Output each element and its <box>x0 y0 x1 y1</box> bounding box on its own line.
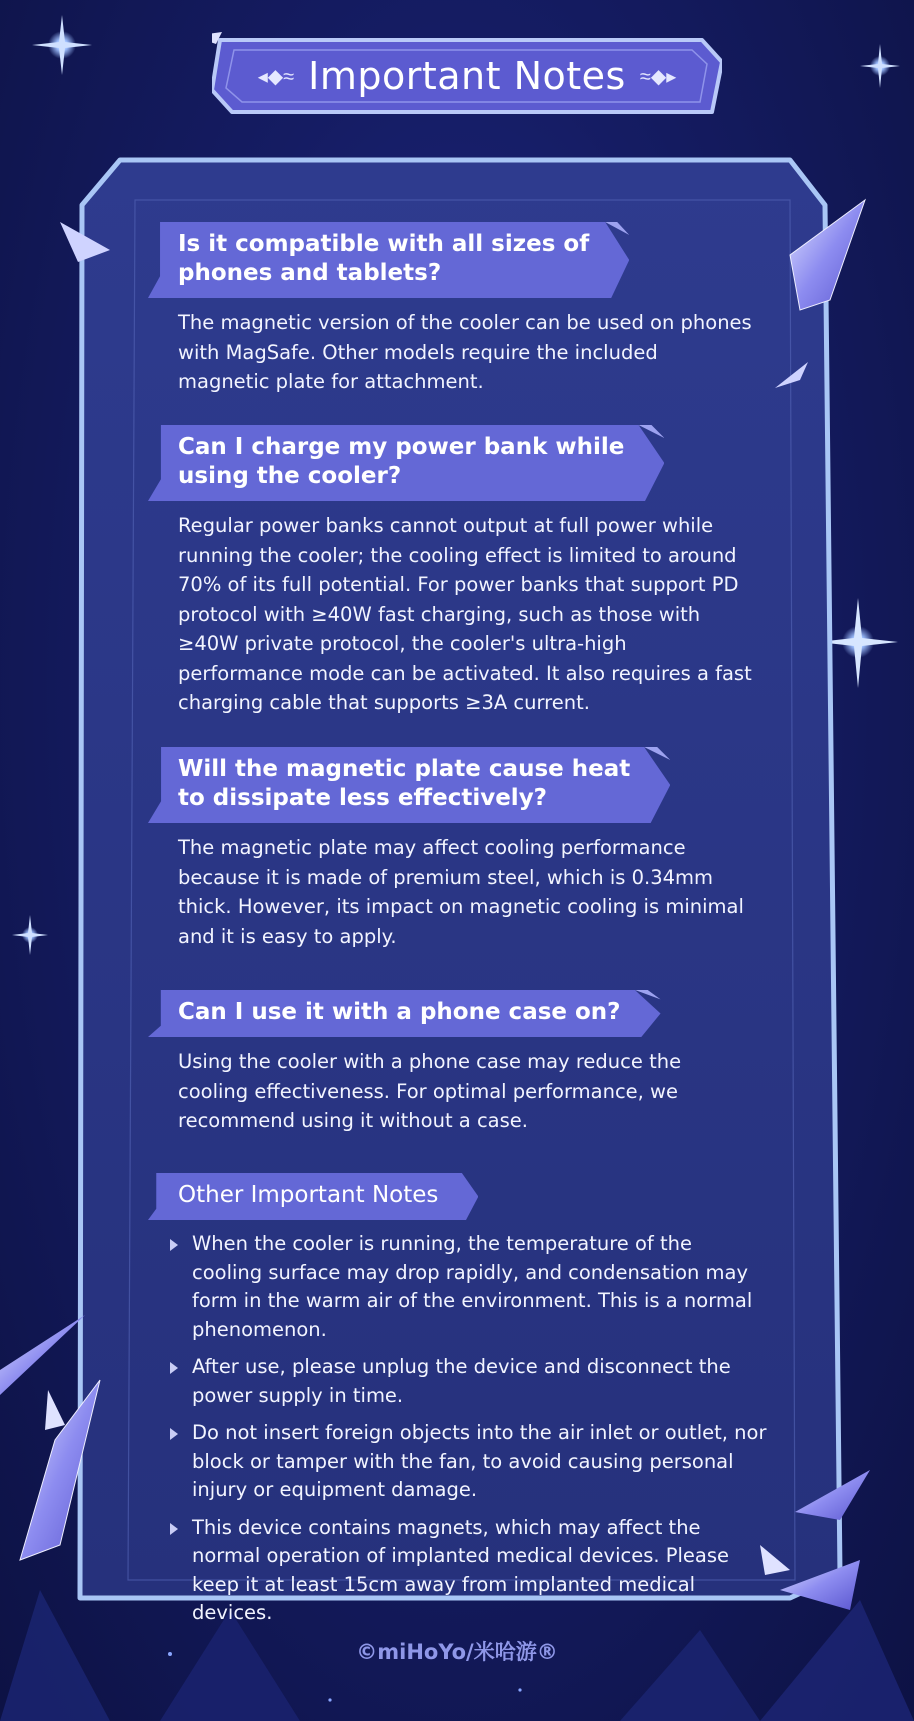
notes-list <box>168 1230 768 1628</box>
triangle-bullet-icon <box>170 1428 178 1440</box>
question-banner <box>148 990 661 1037</box>
other-notes-heading: Other Important Notes <box>178 1182 439 1208</box>
question-text: Is it compatible with all sizes of phones and tablets? <box>178 231 590 286</box>
list-item: When the cooler is running, the temperature of the cooling surface may drop rapidly, and condensation may form in the warm air of the environment. This is a normal phenomenon. <box>168 1230 768 1344</box>
answer-text: Regular power banks cannot output at full power while running the cooler; the cooling effect is limited to around 70% of its full potential. For power banks that support PD protocol with ≥40W fast charging, such as those with ≥40W private protocol, the cooler's ultra-high performance mode can be activated. It also requires a fast charging cable that supports ≥3A current. <box>178 514 752 714</box>
question-text: Can I use it with a phone case on? <box>178 999 621 1025</box>
other-notes-section <box>148 1173 768 1637</box>
answer-text: Using the cooler with a phone case may reduce the cooling effectiveness. For optimal performance, we recommend using it without a case. <box>178 1050 682 1132</box>
page-title: Important Notes <box>308 54 626 98</box>
other-notes-banner <box>148 1173 478 1220</box>
triangle-bullet-icon <box>170 1362 178 1374</box>
answer-text: The magnetic plate may affect cooling performance because it is made of premium steel, which is 0.34mm thick. However, its impact on magnetic cooling is minimal and it is easy to apply. <box>178 836 744 948</box>
faq-item <box>148 425 768 718</box>
list-item: After use, please unplug the device and disconnect the power supply in time. <box>168 1353 768 1410</box>
triangle-bullet-icon <box>170 1239 178 1251</box>
answer-text: The magnetic version of the cooler can be used on phones with MagSafe. Other models require the included magnetic plate for attachment. <box>178 311 752 393</box>
question-banner <box>148 425 664 501</box>
copyright-text: ©miHoYo/米哈游® <box>356 1640 558 1664</box>
list-item: This device contains magnets, which may affect the normal operation of implanted medical devices. Please keep it at least 15cm away from implanted medical devices. <box>168 1514 768 1628</box>
question-banner <box>148 222 629 298</box>
list-item: Do not insert foreign objects into the air inlet or outlet, nor block or tamper with the fan, to avoid causing personal injury or equipment damage. <box>168 1419 768 1505</box>
ornament-right-icon: ≈◆▸ <box>639 65 677 88</box>
faq-item <box>148 222 768 397</box>
faq-item <box>148 747 768 951</box>
question-text: Can I charge my power bank while using the cooler? <box>178 434 625 489</box>
ornament-left-icon: ◂◆≈ <box>257 65 295 88</box>
question-banner <box>148 747 670 823</box>
triangle-bullet-icon <box>170 1523 178 1535</box>
faq-item <box>148 990 768 1136</box>
question-text: Will the magnetic plate cause heat to dissipate less effectively? <box>178 756 631 811</box>
